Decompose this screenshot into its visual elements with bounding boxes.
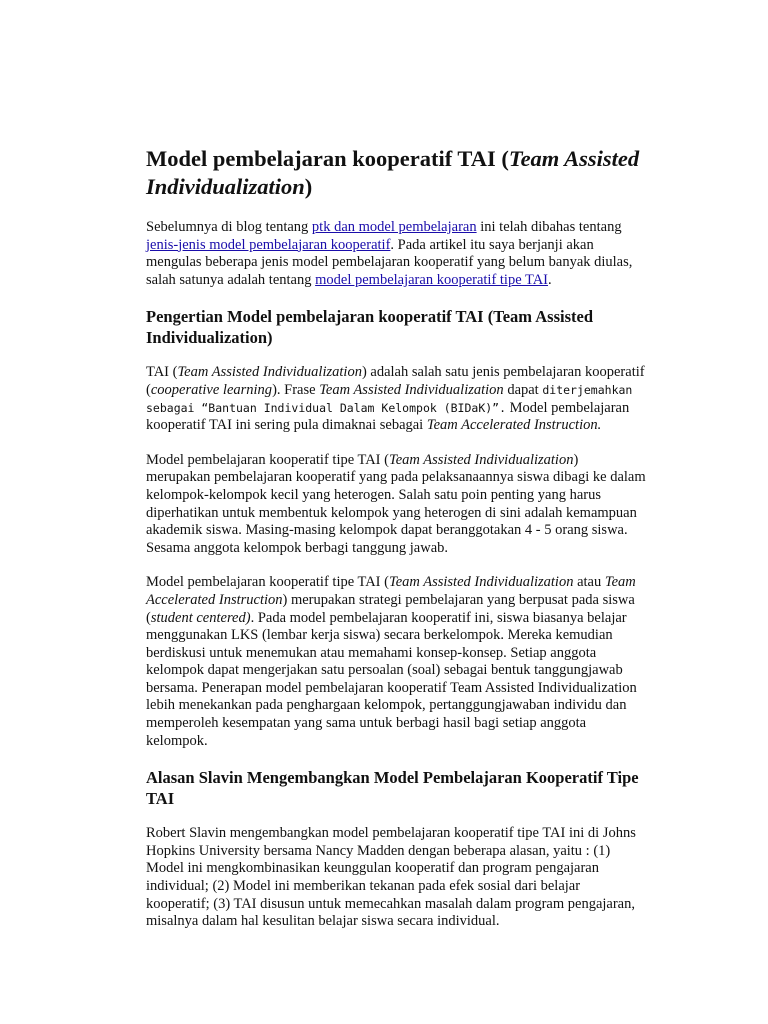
title-italic: Team Assisted Individualization <box>146 146 640 199</box>
pengertian-paragraph-2 <box>146 452 646 558</box>
section-heading-pengertian: Pengertian Model pembelajaran kooperatif TAI (Team Assisted Individualization) <box>146 307 594 348</box>
link-ptk[interactable]: ptk dan model pembelajaran <box>311 219 477 235</box>
p3-text-4: . Pada model pembelajaran kooperatif ini, siswa biasanya belajar menggunakan LKS (lembar kerja siswa) secara berkelompok. Mereka kemudian berdiskusi untuk menemukan atau memahami konsep-konsep. Setiap anggota kelompok dapat mengerjakan satu persoalan (soal) sebagai bentuk tanggungjawab bersama. Penerapan model pembelajaran kooperatif Team Assisted Individualization lebih menekankan pada penghargaan kelompok, pertanggungjawaban individu dan memperoleh kesempatan yang sama untuk berbagi hasil bagi setiap anggota kelompok. <box>146 609 637 749</box>
p2-text-1: Model pembelajaran kooperatif tipe TAI ( <box>146 451 389 468</box>
p1-text-5: Model pembelajaran kooperatif TAI ini sering pula dimaknai sebagai <box>146 399 630 434</box>
p2-text-2: ) merupakan pembelajaran kooperatif yang pada pelaksanaannya siswa dibagi ke dalam kelompok-kelompok kecil yang heterogen. Salah satu poin penting yang harus diperhatikan untuk membentuk kelompok yang heterogen di sini adalah kemampuan akademik siswa. Masing-masing kelompok dapat beranggotakan 4 - 5 orang siswa. Sesama anggota kelompok berbagi tanggung jawab. <box>146 451 646 556</box>
p1-italic-1: Team Assisted Individualization <box>177 364 362 381</box>
link-jenis-model[interactable]: jenis-jenis model pembelajaran kooperatif <box>146 236 391 253</box>
pengertian-paragraph-1 <box>146 364 646 434</box>
intro-paragraph <box>146 219 646 289</box>
title-text: Model pembelajaran kooperatif TAI ( <box>146 146 509 171</box>
pengertian-paragraph-3 <box>146 574 646 750</box>
p1-text-3: ). Frase <box>272 381 320 398</box>
p3-text-1: Model pembelajaran kooperatif tipe TAI ( <box>146 574 389 591</box>
p1-italic-2: cooperative learning <box>150 381 273 398</box>
p1-italic-4: Team Accelerated Instruction. <box>426 417 602 434</box>
p2-italic-1: Team Assisted Individualization <box>388 451 574 468</box>
p3-text-3: ) merupakan strategi pembelajaran yang berpusat pada siswa ( <box>146 591 635 626</box>
p1-italic-3: Team Assisted Individualization <box>319 381 504 398</box>
p1-text-2: ) adalah salah satu jenis pembelajaran kooperatif ( <box>146 364 645 398</box>
title-text-end: ) <box>304 174 313 199</box>
p1-text-1: TAI ( <box>146 364 178 381</box>
p3-italic-3: student centered) <box>150 609 251 626</box>
link-model-tai[interactable]: model pembelajaran kooperatif tipe TAI <box>315 271 549 288</box>
intro-text-2: ini telah dibahas tentang <box>476 219 622 235</box>
intro-text-4: . <box>548 271 552 288</box>
p1-mono-text: diterjemahkan sebagai “Bantuan Individual Dalam Kelompok (BIDaK)”. <box>146 382 633 415</box>
document-page <box>146 145 646 948</box>
article-title <box>146 145 646 201</box>
p3-italic-2: Team Accelerated Instruction <box>146 574 636 608</box>
p1-text-4: dapat <box>503 381 543 398</box>
p3-text-2: atau <box>573 574 605 591</box>
intro-text-1: Sebelumnya di blog tentang <box>146 219 312 235</box>
p3-italic-1: Team Assisted Individualization <box>388 574 574 591</box>
intro-text-3: . Pada artikel itu saya berjanji akan mengulas beberapa jenis model pembelajaran kooperatif yang belum banyak diulas, salah satunya adalah tentang <box>146 236 633 288</box>
section-heading-alasan: Alasan Slavin Mengembangkan Model Pembelajaran Kooperatif Tipe TAI <box>146 768 639 809</box>
alasan-paragraph-1: Robert Slavin mengembangkan model pembelajaran kooperatif tipe TAI ini di Johns Hopkins University bersama Nancy Madden dengan beberapa alasan, yaitu : (1) Model ini mengkombinasikan keunggulan kooperatif dan program pengajaran individual; (2) Model ini memberikan tekanan pada efek sosial dari belajar kooperatif; (3) TAI disusun untuk memecahkan masalah dalam program pengajaran, misalnya dalam hal kesulitan belajar siswa secara individual. <box>146 825 636 930</box>
